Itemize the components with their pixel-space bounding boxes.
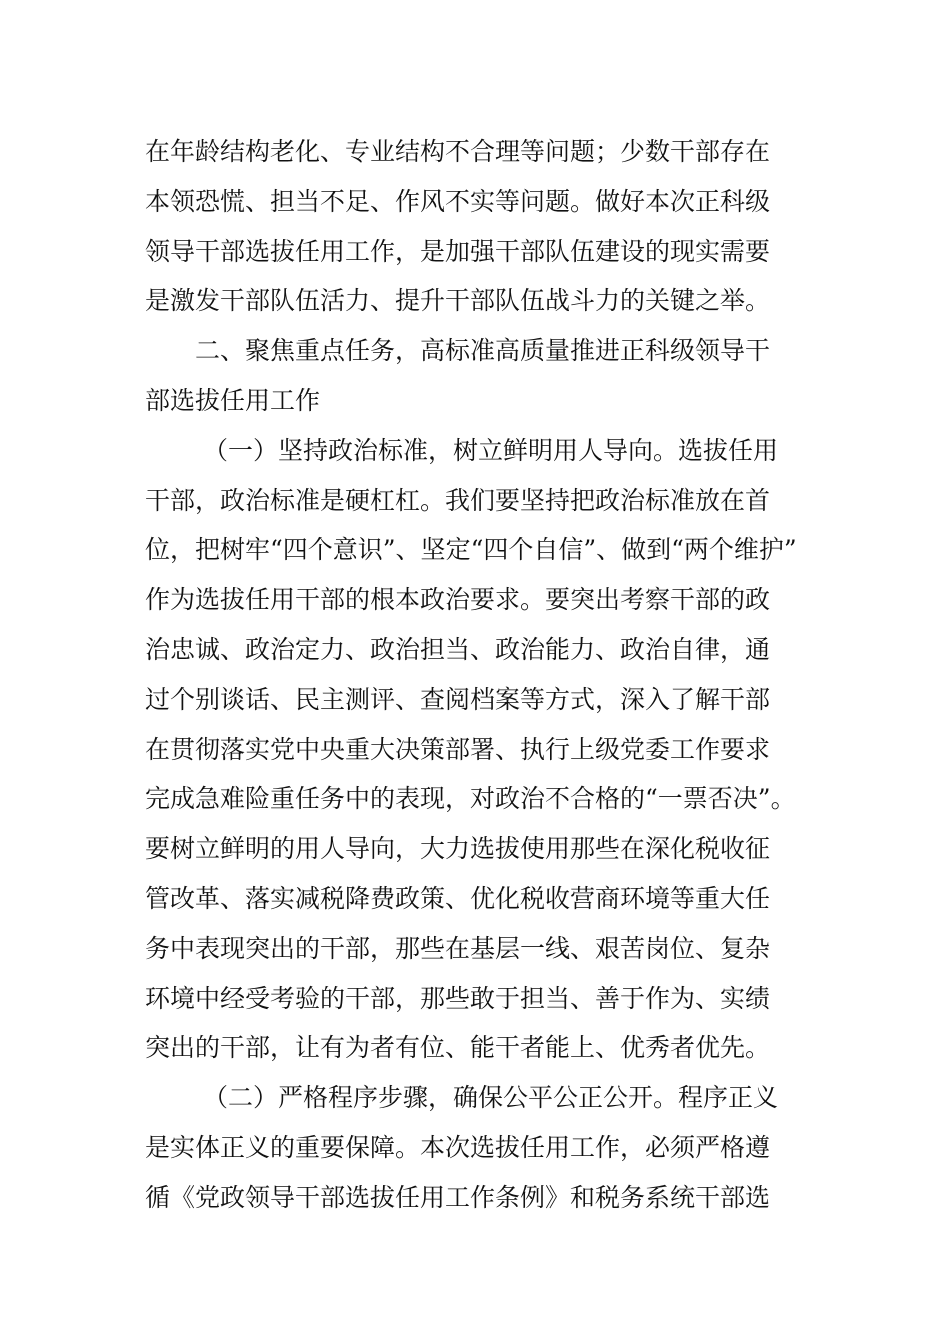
text-line: 循《党政领导干部选拔任用工作条例》和税务系统干部选	[145, 1182, 771, 1212]
text-line: 务中表现突出的干部，那些在基层一线、艰苦岗位、复杂	[145, 933, 771, 963]
subsection-heading-line: （二）严格程序步骤，确保公平公正公开。程序正义	[203, 1083, 779, 1113]
text-line: 环境中经受考验的干部，那些敢于担当、善于作为、实绩	[145, 983, 771, 1013]
text-line: 作为选拔任用干部的根本政治要求。要突出考察干部的政	[145, 585, 771, 615]
text-line: 领导干部选拔任用工作，是加强干部队伍建设的现实需要	[145, 236, 771, 266]
text-line: 是实体正义的重要保障。本次选拔任用工作，必须严格遵	[145, 1132, 771, 1162]
text-line: 治忠诚、政治定力、政治担当、政治能力、政治自律，通	[145, 634, 771, 664]
text-line: 是激发干部队伍活力、提升干部队伍战斗力的关键之举。	[145, 286, 771, 316]
section-heading-line: 二、聚焦重点任务，高标准高质量推进正科级领导干	[195, 336, 771, 366]
text-line: 干部，政治标准是硬杠杠。我们要坚持把政治标准放在首	[145, 485, 771, 515]
body-text	[145, 127, 810, 1223]
section-heading-line: 部选拔任用工作	[145, 385, 321, 415]
text-line: 位，把树牢“四个意识”、坚定“四个自信”、做到“两个维护”	[145, 535, 797, 565]
text-line: 在贯彻落实党中央重大决策部署、执行上级党委工作要求	[145, 734, 771, 764]
text-line: 本领恐慌、担当不足、作风不实等问题。做好本次正科级	[145, 186, 771, 216]
text-line: 突出的干部，让有为者有位、能干者能上、优秀者优先。	[145, 1033, 771, 1063]
text-line: 过个别谈话、民主测评、查阅档案等方式，深入了解干部	[145, 684, 771, 714]
text-line: 完成急难险重任务中的表现，对政治不合格的“一票否决”。	[145, 784, 796, 814]
text-line: 在年龄结构老化、专业结构不合理等问题；少数干部存在	[145, 137, 771, 166]
subsection-heading-line: （一）坚持政治标准，树立鲜明用人导向。选拔任用	[203, 435, 779, 465]
text-line: 管改革、落实减税降费政策、优化税收营商环境等重大任	[145, 883, 771, 913]
text-line: 要树立鲜明的用人导向，大力选拔使用那些在深化税收征	[145, 834, 771, 864]
